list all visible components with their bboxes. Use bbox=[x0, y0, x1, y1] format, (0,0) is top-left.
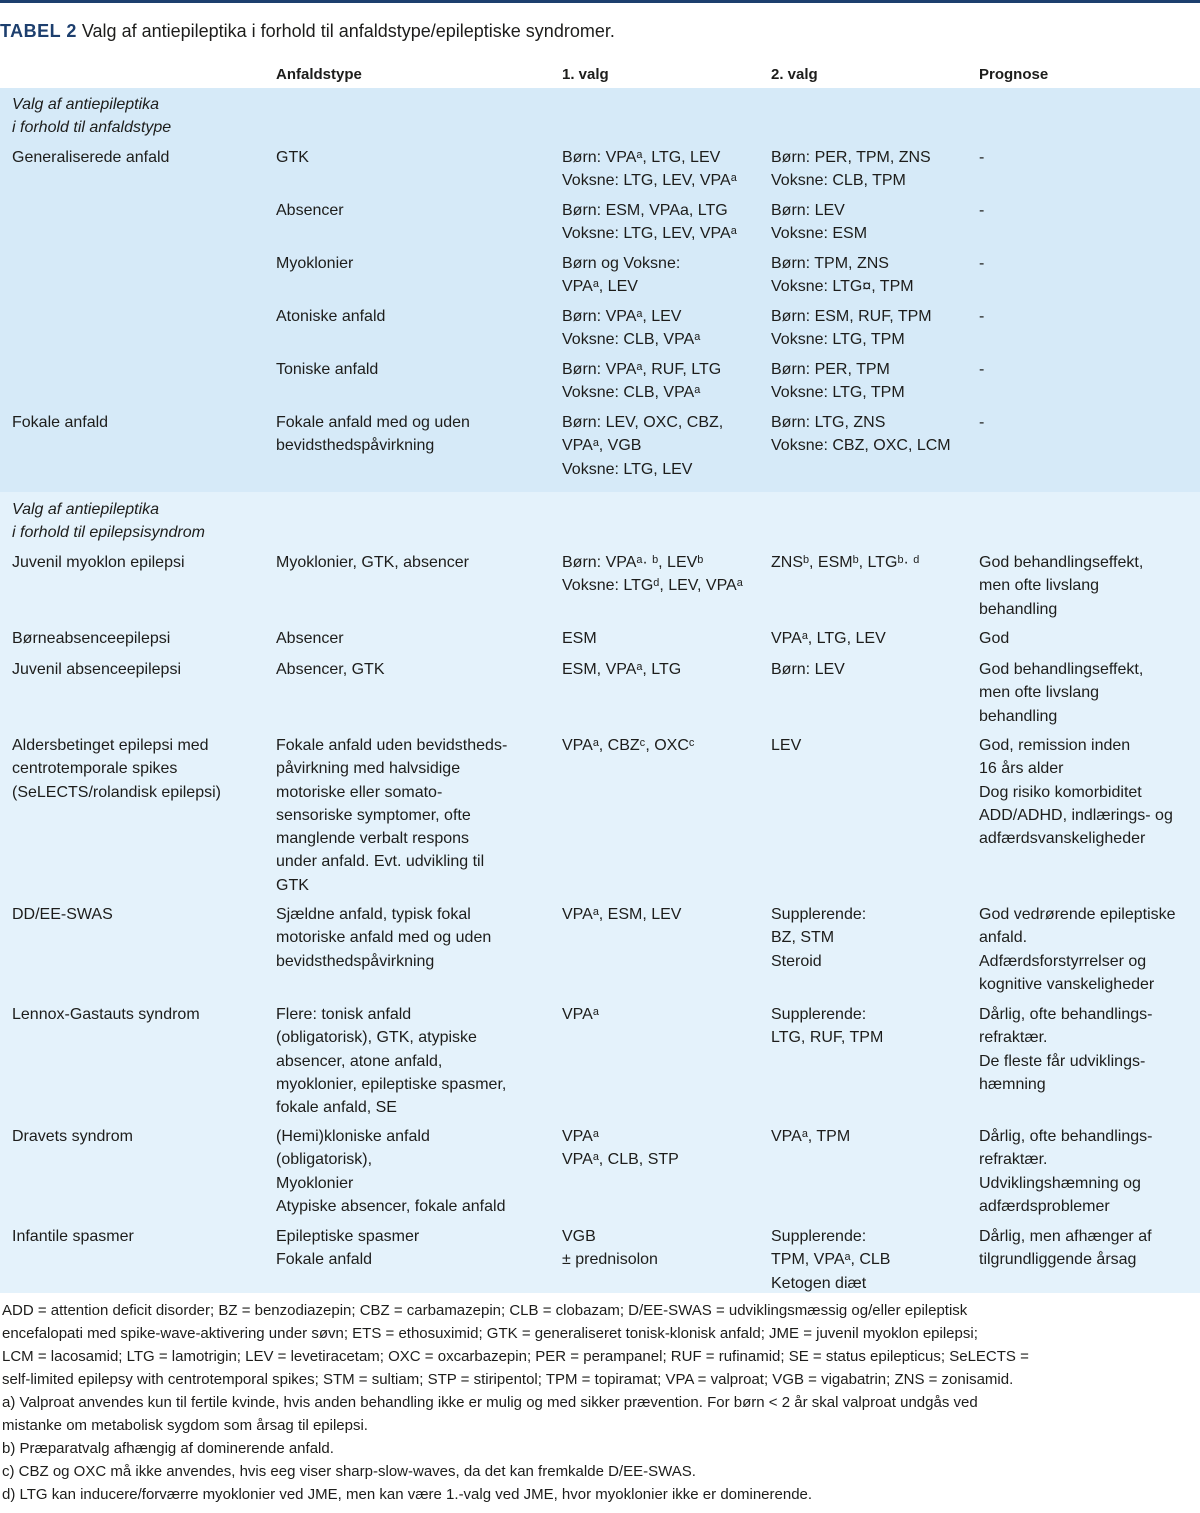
cell-anfaldstype bbox=[276, 1225, 556, 1272]
cell-line: VPAᵃ, CBZᶜ, OXCᶜ bbox=[562, 737, 695, 754]
cell-prognose bbox=[979, 358, 1199, 381]
cell-anfaldstype bbox=[276, 1125, 556, 1218]
cell-line: Supplerende: bbox=[771, 1006, 867, 1023]
cell-anfaldstype bbox=[276, 658, 556, 681]
table-row bbox=[0, 734, 1200, 903]
cell-line: - bbox=[979, 361, 985, 378]
footnote-line: mistanke om metabolisk sygdom som årsag til epilepsi. bbox=[2, 1417, 368, 1434]
cell-line: Dog risiko komorbiditet bbox=[979, 783, 1142, 801]
cell-line: Dårlig, men afhænger af bbox=[979, 1228, 1152, 1245]
cell-line: Børn: VPAᵃ· ᵇ, LEVᵇ bbox=[562, 554, 704, 571]
cell-valg-2 bbox=[771, 252, 976, 299]
cell-line: De fleste får udviklings- bbox=[979, 1052, 1146, 1070]
cell-line: LTG, RUF, TPM bbox=[771, 1029, 884, 1047]
cell-line: DD/EE-SWAS bbox=[12, 906, 113, 923]
cell-prognose bbox=[979, 1125, 1199, 1218]
cell-line: ADD/ADHD, indlærings- og bbox=[979, 806, 1173, 824]
cell-line: Børn: VPAᵃ, RUF, LTG bbox=[562, 361, 722, 378]
section-heading bbox=[0, 498, 1200, 551]
cell-line: Voksne: LTGᵈ, LEV, VPAᵃ bbox=[562, 577, 743, 595]
cell-line: refraktær. bbox=[979, 1151, 1048, 1169]
footnote-line: c) CBZ og OXC må ikke anvendes, hvis eeg viser sharp-slow-waves, da det kan fremkalde D/EE-SWAS. bbox=[2, 1463, 696, 1480]
cell-line: Voksne: LTG, TPM bbox=[771, 331, 905, 349]
cell-prognose bbox=[979, 146, 1199, 169]
cell-line: (obligatorisk), bbox=[276, 1151, 373, 1169]
cell-valg-1 bbox=[562, 358, 767, 405]
cell-valg-2 bbox=[771, 1125, 976, 1148]
table-row bbox=[0, 358, 1200, 411]
cell-line: Myoklonier, GTK, absencer bbox=[276, 554, 469, 571]
footnote-line: encefalopati med spike-wave-aktivering under søvn; ETS = ethosuximid; GTK = generaliseret tonisk-klonisk anfald; JME = juvenil myoklon epilepsi; bbox=[2, 1325, 978, 1342]
cell-line: - bbox=[979, 202, 985, 219]
cell-line: Supplerende: bbox=[771, 1228, 867, 1245]
cell-line: Børn: TPM, ZNS bbox=[771, 255, 889, 272]
cell-line: myoklonier, epileptiske spasmer, bbox=[276, 1075, 507, 1093]
cell-line: ESM, VPAᵃ, LTG bbox=[562, 661, 682, 678]
cell-line: Myoklonier bbox=[276, 1174, 354, 1192]
cell-valg-1 bbox=[562, 903, 767, 926]
cell-line: TPM, VPAᵃ, CLB bbox=[771, 1251, 891, 1269]
cell-diagnosis bbox=[12, 411, 267, 434]
cell-line: Voksne: LTG, LEV, VPAᵃ bbox=[562, 172, 737, 190]
cell-line: VPAᵃ, LTG, LEV bbox=[771, 630, 886, 647]
cell-line: Børn: LTG, ZNS bbox=[771, 414, 886, 431]
cell-line: absencer, atone anfald, bbox=[276, 1052, 443, 1070]
cell-anfaldstype bbox=[276, 1003, 556, 1119]
cell-line: refraktær. bbox=[979, 1029, 1048, 1047]
cell-valg-1 bbox=[562, 734, 767, 757]
cell-line: Aldersbetinget epilepsi med bbox=[12, 737, 209, 754]
cell-diagnosis bbox=[12, 1003, 267, 1026]
heading-line: i forhold til anfaldstype bbox=[12, 119, 172, 137]
header-2-valg: 2. valg bbox=[771, 66, 818, 83]
cell-line: Børn: PER, TPM bbox=[771, 361, 890, 378]
cell-line: Dårlig, ofte behandlings- bbox=[979, 1006, 1153, 1023]
cell-valg-1 bbox=[562, 252, 767, 299]
cell-valg-2 bbox=[771, 146, 976, 193]
cell-line: påvirkning med halvsidige bbox=[276, 760, 461, 778]
cell-valg-2 bbox=[771, 358, 976, 405]
section-heading bbox=[0, 93, 1200, 146]
table-caption: Valg af antiepileptika i forhold til anfaldstype/epileptiske syndromer. bbox=[81, 21, 615, 41]
cell-line: Voksne: CLB, VPAᵃ bbox=[562, 331, 701, 349]
cell-line: motoriske eller somato- bbox=[276, 783, 443, 801]
cell-valg-2 bbox=[771, 551, 976, 574]
cell-line: bevidsthedspåvirkning bbox=[276, 437, 435, 455]
cell-line: Børn: ESM, VPAa, LTG bbox=[562, 202, 728, 219]
cell-valg-2 bbox=[771, 627, 976, 650]
header-1-valg: 1. valg bbox=[562, 66, 609, 83]
cell-line: Børn: VPAᵃ, LTG, LEV bbox=[562, 149, 721, 166]
cell-line: Atoniske anfald bbox=[276, 308, 386, 325]
cell-line: VPAᵃ bbox=[562, 1128, 599, 1145]
cell-line: Adfærdsforstyrrelser og bbox=[979, 952, 1147, 970]
header-anfaldstype: Anfaldstype bbox=[276, 66, 362, 83]
cell-prognose bbox=[979, 252, 1199, 275]
cell-line: under anfald. Evt. udvikling til bbox=[276, 853, 485, 871]
cell-line: Infantile spasmer bbox=[12, 1228, 134, 1245]
cell-line: Absencer bbox=[276, 630, 344, 647]
cell-line: God vedrørende epileptiske bbox=[979, 906, 1176, 923]
cell-line: LEV bbox=[771, 737, 802, 754]
footnotes bbox=[0, 1293, 1200, 1506]
cell-line: Børn: PER, TPM, ZNS bbox=[771, 149, 931, 166]
table-row bbox=[0, 252, 1200, 305]
cell-line: Voksne: CLB, VPAᵃ bbox=[562, 384, 701, 402]
cell-line: Fokale anfald med og uden bbox=[276, 414, 470, 431]
cell-anfaldstype bbox=[276, 551, 556, 574]
cell-line: Flere: tonisk anfald bbox=[276, 1006, 412, 1023]
cell-line: Absencer, GTK bbox=[276, 661, 385, 678]
cell-line: ZNSᵇ, ESMᵇ, LTGᵇ· ᵈ bbox=[771, 554, 920, 571]
header-prognose: Prognose bbox=[979, 66, 1049, 83]
cell-line: Udviklingshæmning og bbox=[979, 1174, 1141, 1192]
table-row bbox=[0, 305, 1200, 358]
cell-line: Generaliserede anfald bbox=[12, 149, 170, 166]
cell-line: (obligatorisk), GTK, atypiske bbox=[276, 1029, 477, 1047]
cell-line: Børn og Voksne: bbox=[562, 255, 681, 272]
table-row bbox=[0, 411, 1200, 484]
cell-line: Voksne: LTG¤, TPM bbox=[771, 278, 914, 296]
cell-line: centrotemporale spikes bbox=[12, 760, 178, 778]
cell-line: Voksne: CBZ, OXC, LCM bbox=[771, 437, 951, 455]
cell-anfaldstype bbox=[276, 358, 556, 381]
footnote-line: self-limited epilepsy with centrotemporal spikes; STM = sultiam; STP = stiripentol; TPM = topiramat; VPA = valproat; VGB = vigabatrin; ZNS = zonisamid. bbox=[2, 1371, 1014, 1388]
section-anfaldstype bbox=[0, 88, 1200, 492]
cell-line: Børneabsenceepilepsi bbox=[12, 630, 171, 647]
cell-line: Børn: VPAᵃ, LEV bbox=[562, 308, 682, 325]
cell-line: VPAᵃ bbox=[562, 1006, 599, 1023]
cell-line: God bbox=[979, 630, 1010, 647]
heading-line: Valg af antiepileptika bbox=[12, 96, 160, 113]
footnote-line: a) Valproat anvendes kun til fertile kvinde, hvis anden behandling ikke er mulig og med sikker prævention. For børn < 2 år skal valproat undgås ved bbox=[2, 1394, 978, 1411]
cell-anfaldstype bbox=[276, 411, 556, 458]
cell-line: Voksne: LTG, TPM bbox=[771, 384, 905, 402]
cell-diagnosis bbox=[12, 146, 267, 169]
cell-valg-1 bbox=[562, 658, 767, 681]
cell-line: ± prednisolon bbox=[562, 1251, 658, 1269]
cell-anfaldstype bbox=[276, 627, 556, 650]
cell-prognose bbox=[979, 305, 1199, 328]
cell-valg-2 bbox=[771, 903, 976, 973]
cell-line: Dårlig, ofte behandlings- bbox=[979, 1128, 1153, 1145]
table-row bbox=[0, 146, 1200, 199]
table-row bbox=[0, 199, 1200, 252]
cell-line: anfald. bbox=[979, 929, 1028, 947]
heading-line: i forhold til epilepsisyndrom bbox=[12, 524, 205, 542]
cell-diagnosis bbox=[12, 551, 267, 574]
cell-prognose bbox=[979, 411, 1199, 434]
cell-line: hæmning bbox=[979, 1075, 1046, 1093]
cell-valg-1 bbox=[562, 146, 767, 193]
cell-diagnosis bbox=[12, 1125, 267, 1148]
cell-valg-1 bbox=[562, 199, 767, 246]
cell-line: Fokale anfald bbox=[276, 1251, 373, 1269]
cell-line: (SeLECTS/rolandisk epilepsi) bbox=[12, 783, 221, 801]
cell-valg-2 bbox=[771, 199, 976, 246]
cell-line: VPAᵃ, CLB, STP bbox=[562, 1151, 679, 1169]
cell-line: (Hemi)kloniske anfald bbox=[276, 1128, 430, 1145]
cell-line: ESM bbox=[562, 630, 597, 647]
cell-valg-1 bbox=[562, 1003, 767, 1026]
cell-line: Toniske anfald bbox=[276, 361, 379, 378]
cell-line: Absencer bbox=[276, 202, 344, 219]
cell-line: Dravets syndrom bbox=[12, 1128, 133, 1145]
cell-valg-1 bbox=[562, 1225, 767, 1272]
cell-line: Børn: LEV, OXC, CBZ, bbox=[562, 414, 724, 431]
cell-line: VPAᵃ, TPM bbox=[771, 1128, 851, 1145]
cell-line: behandling bbox=[979, 707, 1058, 725]
cell-line: GTK bbox=[276, 876, 309, 894]
cell-line: Voksne: LTG, LEV bbox=[562, 460, 693, 478]
cell-line: Myoklonier bbox=[276, 255, 354, 272]
table-row bbox=[0, 1125, 1200, 1225]
footnote-line: b) Præparatvalg afhængig af dominerende anfald. bbox=[2, 1440, 334, 1457]
cell-line: Steroid bbox=[771, 952, 822, 970]
table-row bbox=[0, 1003, 1200, 1125]
cell-line: Børn: ESM, RUF, TPM bbox=[771, 308, 932, 325]
cell-diagnosis bbox=[12, 734, 267, 804]
cell-line: sensoriske symptomer, ofte bbox=[276, 806, 471, 824]
cell-prognose bbox=[979, 734, 1199, 850]
cell-line: Ketogen diæt bbox=[771, 1274, 867, 1292]
footnote-line: LCM = lacosamid; LTG = lamotrigin; LEV = levetiracetam; OXC = oxcarbazepin; PER = perampanel; RUF = rufinamid; SE = status epilepticus; SeLECTS = bbox=[2, 1348, 1029, 1365]
cell-line: bevidsthedspåvirkning bbox=[276, 952, 435, 970]
table-row bbox=[0, 551, 1200, 627]
cell-line: kognitive vanskeligheder bbox=[979, 975, 1155, 993]
cell-line: 16 års alder bbox=[979, 760, 1064, 778]
cell-prognose bbox=[979, 903, 1199, 996]
cell-valg-2 bbox=[771, 305, 976, 352]
cell-line: - bbox=[979, 308, 985, 325]
cell-line: adfærdsvanskeligheder bbox=[979, 830, 1146, 848]
cell-valg-2 bbox=[771, 658, 976, 681]
cell-line: God behandlingseffekt, bbox=[979, 661, 1144, 678]
cell-line: GTK bbox=[276, 149, 309, 166]
cell-line: behandling bbox=[979, 600, 1058, 618]
cell-line: motoriske anfald med og uden bbox=[276, 929, 492, 947]
table-row bbox=[0, 1225, 1200, 1292]
cell-anfaldstype bbox=[276, 734, 556, 897]
section-heading-text bbox=[12, 93, 312, 140]
footnote-line: ADD = attention deficit disorder; BZ = benzodiazepin; CBZ = carbamazepin; CLB = clobazam; D/EE-SWAS = udviklingsmæssig og/eller epileptisk bbox=[2, 1302, 968, 1319]
header-row bbox=[0, 46, 1200, 88]
cell-prognose bbox=[979, 199, 1199, 222]
cell-anfaldstype bbox=[276, 305, 556, 328]
cell-line: VPAᵃ, LEV bbox=[562, 278, 638, 296]
cell-line: adfærdsproblemer bbox=[979, 1197, 1110, 1215]
cell-line: Lennox-Gastauts syndrom bbox=[12, 1006, 200, 1023]
cell-line: God, remission inden bbox=[979, 737, 1131, 754]
cell-diagnosis bbox=[12, 627, 267, 650]
cell-valg-1 bbox=[562, 411, 767, 481]
cell-line: tilgrundliggende årsag bbox=[979, 1251, 1137, 1269]
cell-line: manglende verbalt respons bbox=[276, 830, 470, 848]
cell-line: men ofte livslang bbox=[979, 577, 1100, 595]
cell-prognose bbox=[979, 1225, 1199, 1272]
cell-anfaldstype bbox=[276, 199, 556, 222]
table-title bbox=[0, 0, 1200, 46]
cell-diagnosis bbox=[12, 903, 267, 926]
cell-line: Epileptiske spasmer bbox=[276, 1228, 420, 1245]
cell-line: - bbox=[979, 414, 985, 431]
cell-line: fokale anfald, SE bbox=[276, 1099, 397, 1117]
cell-line: Sjældne anfald, typisk fokal bbox=[276, 906, 471, 923]
table-row bbox=[0, 658, 1200, 734]
cell-valg-1 bbox=[562, 1125, 767, 1172]
cell-valg-1 bbox=[562, 627, 767, 650]
cell-prognose bbox=[979, 1003, 1199, 1096]
cell-line: VPAᵃ, ESM, LEV bbox=[562, 906, 682, 923]
section-heading-text bbox=[12, 498, 312, 545]
cell-diagnosis bbox=[12, 658, 267, 681]
cell-line: Voksne: ESM bbox=[771, 225, 868, 243]
cell-line: BZ, STM bbox=[771, 929, 835, 947]
cell-line: Juvenil myoklon epilepsi bbox=[12, 554, 185, 571]
cell-line: Supplerende: bbox=[771, 906, 867, 923]
cell-line: VGB bbox=[562, 1228, 596, 1245]
cell-anfaldstype bbox=[276, 146, 556, 169]
cell-valg-2 bbox=[771, 1003, 976, 1050]
cell-line: Fokale anfald uden bevidstheds- bbox=[276, 737, 508, 754]
cell-line: - bbox=[979, 149, 985, 166]
cell-valg-2 bbox=[771, 411, 976, 458]
cell-line: Børn: LEV bbox=[771, 202, 845, 219]
cell-line: Atypiske absencer, fokale anfald bbox=[276, 1197, 506, 1215]
table-label: TABEL 2 bbox=[0, 21, 77, 41]
cell-line: men ofte livslang bbox=[979, 684, 1100, 702]
table-row bbox=[0, 627, 1200, 658]
cell-valg-1 bbox=[562, 551, 767, 598]
cell-valg-2 bbox=[771, 1225, 976, 1295]
cell-diagnosis bbox=[12, 1225, 267, 1248]
cell-anfaldstype bbox=[276, 903, 556, 973]
cell-line: VPAᵃ, VGB bbox=[562, 437, 642, 455]
cell-line: God behandlingseffekt, bbox=[979, 554, 1144, 571]
heading-line: Valg af antiepileptika bbox=[12, 501, 160, 518]
footnote-line: d) LTG kan inducere/forværre myoklonier ved JME, men kan være 1.-valg ved JME, hvor myoklonier ikke er dominerende. bbox=[2, 1486, 813, 1503]
cell-line: Voksne: LTG, LEV, VPAᵃ bbox=[562, 225, 737, 243]
cell-prognose bbox=[979, 627, 1199, 650]
cell-prognose bbox=[979, 658, 1199, 728]
cell-line: Voksne: CLB, TPM bbox=[771, 172, 906, 190]
cell-prognose bbox=[979, 551, 1199, 621]
cell-line: Fokale anfald bbox=[12, 414, 109, 431]
section-epilepsisyndrom bbox=[0, 492, 1200, 1293]
cell-valg-1 bbox=[562, 305, 767, 352]
cell-anfaldstype bbox=[276, 252, 556, 275]
cell-line: Juvenil absenceepilepsi bbox=[12, 661, 181, 678]
cell-line: - bbox=[979, 255, 985, 272]
cell-valg-2 bbox=[771, 734, 976, 757]
table-row bbox=[0, 903, 1200, 1003]
cell-line: Børn: LEV bbox=[771, 661, 845, 678]
